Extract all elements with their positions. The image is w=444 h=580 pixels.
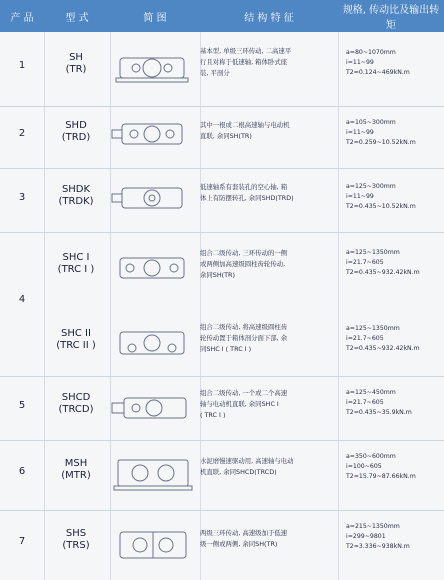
- desc-line: 同SHC I ( TRC I ): [200, 345, 252, 353]
- model-name: SHC II: [61, 328, 91, 339]
- row-divider: [0, 168, 444, 169]
- reducer-diagram-shs: [110, 526, 195, 564]
- header-model: 型 式: [65, 12, 89, 24]
- spec-line: i=21.7~605: [346, 259, 384, 266]
- structure-text: [200, 388, 334, 421]
- spec-line: T2=0.435~35.9kN.m: [346, 409, 412, 416]
- table-row: [0, 316, 444, 372]
- reducer-diagram-shc2: [110, 324, 195, 362]
- spec-line: T2=15.79~87.66kN.m: [346, 473, 416, 480]
- structure-text: [200, 120, 334, 142]
- table-row: [0, 40, 444, 100]
- model-code: [46, 328, 106, 352]
- desc-line: 直联, 余同SH(TR): [200, 132, 252, 140]
- model-alt-name: (TRC II ): [56, 340, 96, 351]
- model-code: [46, 120, 106, 144]
- spec-line: i=100~605: [346, 463, 382, 470]
- model-alt-name: (MTR): [61, 470, 91, 481]
- desc-line: 两级三环传动, 高速级加于低速: [200, 529, 288, 537]
- model-alt-name: (TRDK): [58, 196, 94, 207]
- reducer-diagram-msh: [110, 454, 195, 492]
- structure-text: [200, 322, 334, 355]
- spec-line: a=125~300mm: [346, 183, 396, 190]
- desc-line: ( TRC I ): [200, 411, 226, 419]
- row-no: 7: [18, 536, 26, 547]
- spec-line: a=80~1070mm: [346, 49, 396, 56]
- spec-text: [346, 182, 444, 212]
- spec-line: a=125~1350mm: [346, 249, 400, 256]
- row-divider: [0, 232, 444, 233]
- model-name: SHDK: [61, 184, 91, 195]
- desc-line: 水泥磨慢速驱动用, 高速轴与电动: [200, 457, 294, 465]
- reducer-diagram-sh: [110, 48, 195, 86]
- spec-line: T2=3.336~938kN.m: [346, 543, 410, 550]
- spec-line: i=11~99: [346, 129, 374, 136]
- row-no: 4: [18, 294, 26, 305]
- table-row: [0, 238, 444, 294]
- desc-line: 轮传动置于箱体剖分面下部, 余: [200, 334, 288, 342]
- desc-line: 装, 平剖分: [200, 69, 230, 77]
- row-divider: [0, 106, 444, 107]
- model-name: SHCD: [61, 392, 91, 403]
- model-name: SHD: [65, 120, 87, 131]
- spec-text: [346, 324, 444, 354]
- header-spec: 规格, 传动比及输出转矩: [342, 5, 440, 31]
- spec-line: a=215~1350mm: [346, 523, 400, 530]
- table-row: [0, 444, 444, 500]
- row-no: 2: [18, 128, 26, 139]
- model-code: [46, 392, 106, 416]
- table-row: [0, 514, 444, 574]
- table-row: [0, 110, 444, 160]
- spec-line: T2=0.259~10.52kN.m: [346, 139, 416, 146]
- reducer-diagram-shc1: [110, 248, 195, 286]
- spec-line: T2=0.124~469kN.m: [346, 69, 410, 76]
- structure-text: [200, 248, 334, 281]
- reducer-diagram-shd: [110, 114, 195, 152]
- model-code: [46, 528, 106, 552]
- structure-text: [200, 46, 334, 79]
- spec-line: i=299~9801: [346, 533, 386, 540]
- spec-text: [346, 388, 444, 418]
- model-alt-name: (TRS): [62, 540, 90, 551]
- structure-text: [200, 182, 334, 204]
- desc-line: 组合二级传动, 将高速级圆柱齿: [200, 323, 288, 331]
- row-divider: [0, 510, 444, 511]
- structure-text: [200, 456, 334, 478]
- row-no: 1: [18, 60, 26, 71]
- table-row: [0, 380, 444, 436]
- header-diagram: 简 图: [143, 12, 167, 24]
- spec-text: [346, 48, 444, 78]
- table-header: [0, 0, 444, 32]
- model-code: [46, 52, 106, 76]
- desc-line: 组合二级传动, 三环传动的一侧: [200, 249, 288, 257]
- row-divider: [0, 440, 444, 441]
- structure-text: [200, 528, 334, 550]
- model-alt-name: (TR): [65, 64, 87, 75]
- spec-text: [346, 522, 444, 552]
- model-code: [46, 458, 106, 482]
- desc-line: 机直联, 余同SHCD(TRCD): [200, 468, 277, 476]
- reducer-diagram-shcd: [110, 388, 195, 426]
- desc-line: 体上有防摆转孔, 余同SHD(TRD): [200, 194, 294, 202]
- spec-line: i=11~99: [346, 59, 374, 66]
- spec-text: [346, 118, 444, 148]
- spec-line: a=105~300mm: [346, 119, 396, 126]
- spec-line: T2=0.435~932.42kN.m: [346, 345, 420, 352]
- desc-line: 轴与电动机直联, 余同SHC I: [200, 400, 279, 408]
- spec-line: i=21.7~605: [346, 399, 384, 406]
- model-alt-name: (TRD): [61, 132, 91, 143]
- row-no: 3: [18, 192, 26, 203]
- spec-text: [346, 248, 444, 278]
- desc-line: 余同SH(TR): [200, 271, 235, 279]
- desc-line: 组合二级传动, 一个或二个高速: [200, 389, 288, 397]
- spec-text: [346, 452, 444, 482]
- header-product-no: 产 品: [10, 12, 34, 24]
- model-name: SH: [69, 52, 83, 63]
- header-structure: 结 构 特 征: [244, 12, 294, 24]
- row-no: 6: [18, 466, 26, 477]
- model-alt-name: (TRC I ): [57, 264, 95, 275]
- model-name: SHC I: [62, 252, 90, 263]
- desc-line: 级一侧或两侧, 余同SH(TR): [200, 540, 278, 548]
- desc-line: 基本型, 单级三环传动, 二高速平: [200, 47, 292, 55]
- row-divider: [0, 376, 444, 377]
- model-name: MSH: [64, 458, 88, 469]
- spec-line: a=125~1350mm: [346, 325, 400, 332]
- table-row: [0, 172, 444, 222]
- row-no: 5: [18, 400, 26, 411]
- desc-line: 行且对称于低速轴, 箱体卧式座: [200, 58, 288, 66]
- model-name: SHS: [65, 528, 87, 539]
- desc-line: 其中一根或二根高速轴与电动机: [200, 121, 290, 129]
- model-code: [46, 252, 106, 276]
- model-code: [46, 184, 106, 208]
- spec-line: a=350~600mm: [346, 453, 396, 460]
- reducer-diagram-shdk: [110, 178, 195, 216]
- spec-line: T2=0.435~10.52kN.m: [346, 203, 416, 210]
- spec-line: i=21.7~605: [346, 335, 384, 342]
- desc-line: 低速轴系有套装孔的空心轴, 箱: [200, 183, 288, 191]
- spec-line: i=11~99: [346, 193, 374, 200]
- spec-line: a=125~450mm: [346, 389, 396, 396]
- desc-line: 或两侧加高速级圆柱齿轮传动,: [200, 260, 286, 268]
- spec-line: T2=0.435~932.42kN.m: [346, 269, 420, 276]
- model-alt-name: (TRCD): [58, 404, 94, 415]
